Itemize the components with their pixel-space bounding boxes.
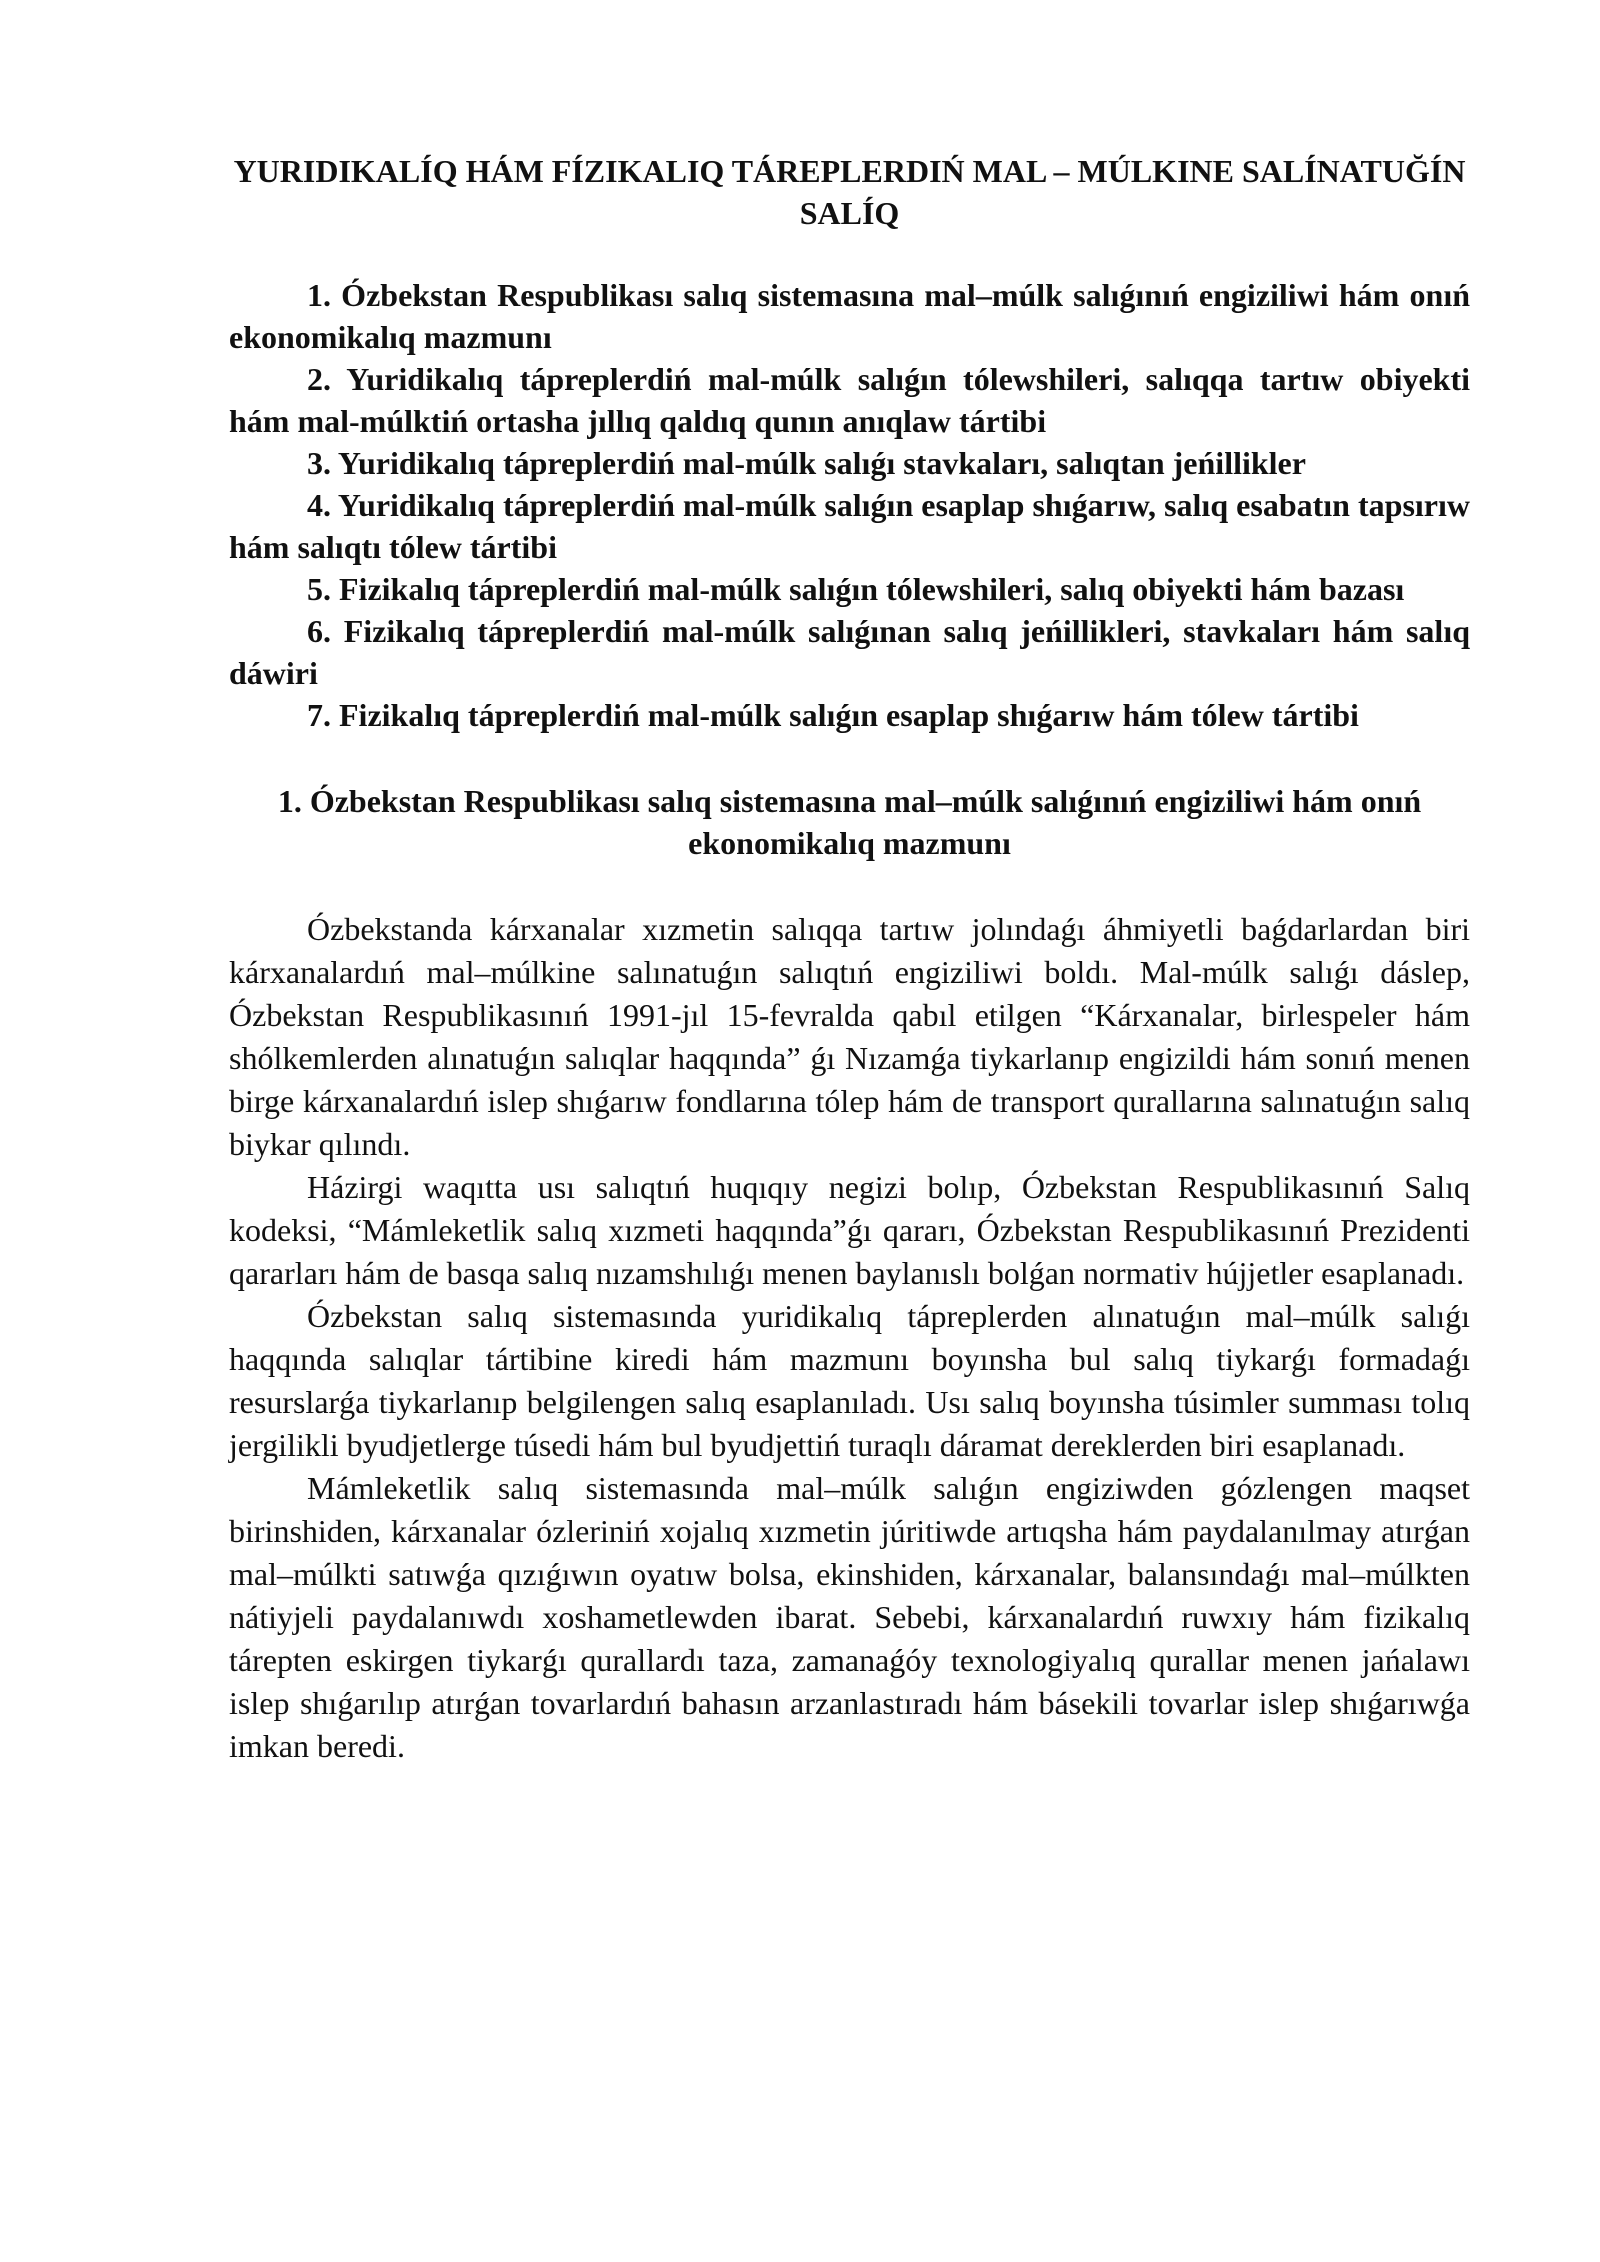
body-paragraph: Mámleketlik salıq sistemasında mal–múlk salıǵın engiziwden gózlengen maqset birinshiden, kárxanalar ózleriniń xojalıq xızmetin júritiwde artıqsha hám paydalanılmay atırǵan mal–múlkti satıwǵa qızıǵıwın oyatıw bolsa, ekinshiden, kárxanalar, balansındaǵı mal–múlkten nátiyjeli paydalanıwdı xoshametlewden ibarat. Sebebi, kárxanalardıń ruwxıy hám fizikalıq tárepten eskirgen tiykarǵı qurallardı taza, zamanaǵóy texnologiyalıq qurallar menen jańalawı islep shıǵarılıp atırǵan tovarlardıń bahasın arzanlastıradı hám básekili tovarlar islep shıǵarıwǵa imkan beredi. [229, 1470, 1470, 1764]
contents-item: 6. Fizikalıq tápreplerdiń mal-múlk salıǵınan salıq jeńillikleri, stavkaları hám salıq dáwiri [229, 613, 1470, 691]
document-page [229, 150, 1470, 1768]
contents-item: 4. Yuridikalıq tápreplerdiń mal-múlk salıǵın esaplap shıǵarıw, salıq esabatın tapsırıw hám salıqtı tólew tártibi [229, 487, 1470, 565]
contents-item: 1. Ózbekstan Respublikası salıq sistemasına mal–múlk salıǵınıń engiziliwi hám onıń ekonomikalıq mazmunı [229, 277, 1470, 355]
body-paragraph: Ózbekstanda kárxanalar xızmetin salıqqa tartıw jolındaǵı áhmiyetli baǵdarlardan biri kárxanalardıń mal–múlkine salınatuǵın salıqtıń engiziliwi boldı. Mal-múlk salıǵı dáslep, Ózbekstan Respublikasınıń 1991-jıl 15-fevralda qabıl etilgen “Kárxanalar, birlespeler hám shólkemlerden alınatuǵın salıqlar haqqında” ǵı Nızamǵa tiykarlanıp engizildi hám sonıń menen birge kárxanalardıń islep shıǵarıw fondlarına tólep hám de transport qurallarına salınatuǵın salıq biykar qılındı. [229, 911, 1470, 1162]
document-title: YURIDIKALÍQ HÁM FÍZIKALIQ TÁREPLERDIŃ MAL – MÚLKINE SALÍNATUĞÍN SALÍQ [233, 153, 1466, 231]
section-body [229, 908, 1470, 1768]
body-paragraph: Házirgi waqıtta usı salıqtıń huqıqıy negizi bolıp, Ózbekstan Respublikasınıń Salıq kodeksi, “Mámleketlik salıq xızmeti haqqında”ǵı qararı, Ózbekstan Respublikasınıń Prezidenti qararları hám de basqa salıq nızamshılıǵı menen baylanıslı bolǵan normativ hújjetler esaplanadı. [229, 1169, 1470, 1291]
contents-item: 7. Fizikalıq tápreplerdiń mal-múlk salıǵın esaplap shıǵarıw hám tólew tártibi [307, 697, 1359, 733]
contents-item: 5. Fizikalıq tápreplerdiń mal-múlk salıǵın tólewshileri, salıq obiyekti hám bazası [307, 571, 1405, 607]
body-paragraph: Ózbekstan salıq sistemasında yuridikalıq tápreplerden alınatuǵın mal–múlk salıǵı haqqında salıqlar tártibine kiredi hám mazmunı boyınsha bul salıq tiykarǵı formadaǵı resurslarǵa tiykarlanıp belgilengen salıq esaplanıladı. Usı salıq boyınsha túsimler summası tolıq jergilikli byudjetlerge túsedi hám bul byudjettiń turaqlı dáramat dereklerden biri esaplanadı. [229, 1298, 1470, 1463]
contents-item: 3. Yuridikalıq tápreplerdiń mal-múlk salıǵı stavkaları, salıqtan jeńillikler [307, 445, 1306, 481]
contents-list [229, 274, 1470, 736]
section-heading: 1. Ózbekstan Respublikası salıq sistemasına mal–múlk salıǵınıń engiziliwi hám onıń ekonomikalıq mazmunı [277, 783, 1422, 861]
contents-item: 2. Yuridikalıq tápreplerdiń mal-múlk salıǵın tólewshileri, salıqqa tartıw obiyekti hám mal-múlktiń ortasha jıllıq qaldıq qunın anıqlaw tártibi [229, 361, 1470, 439]
